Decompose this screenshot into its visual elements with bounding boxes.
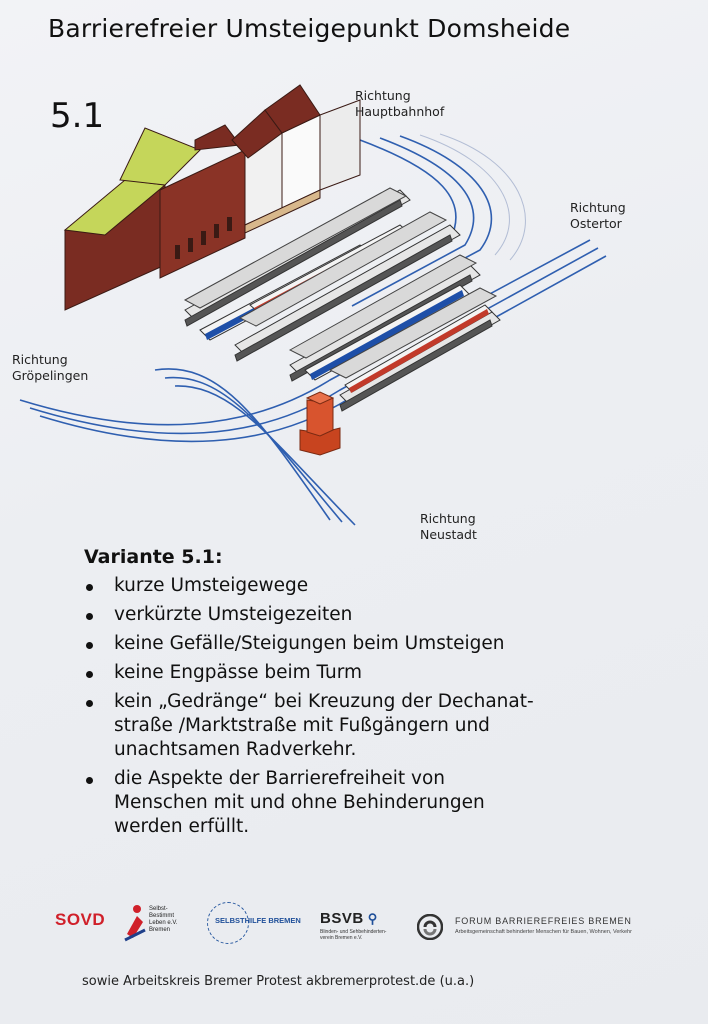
- list-item: [84, 603, 604, 627]
- forum-subtitle: Arbeitsgemeinschaft behinderter Menschen für Bauen, Wohnen, Verkehr: [455, 929, 632, 935]
- tower: [300, 392, 340, 455]
- direction-groepelingen: [12, 352, 88, 384]
- forum-swirl-icon: [417, 914, 443, 940]
- list-item: [84, 632, 604, 656]
- list-item: [84, 661, 604, 685]
- bullet-text-line: kein „Gedränge“ bei Kreuzung der Dechanat-: [114, 691, 534, 712]
- partner-logos: [55, 902, 695, 952]
- stop-diagram: [0, 60, 708, 540]
- direction-label: Richtung: [420, 511, 476, 526]
- forum-name: FORUM BARRIEREFREIES BREMEN: [455, 916, 632, 926]
- bullet-text: verkürzte Umsteigezeiten: [114, 604, 353, 625]
- bullet-dot: [86, 777, 93, 784]
- sbl-text: [149, 906, 177, 934]
- bsvb-sub-line: verein Bremen e.V.: [320, 935, 363, 941]
- bullet-text: keine Engpässe beim Turm: [114, 662, 363, 683]
- bsvb-subtitle: [320, 929, 415, 941]
- list-item: [84, 690, 604, 762]
- bullet-text: keine Gefälle/Steigungen beim Umsteigen: [114, 633, 505, 654]
- bullet-text-line: Menschen mit und ohne Behinderungen: [114, 792, 485, 813]
- sbl-line: Bestimmt: [149, 913, 175, 919]
- bsvb-name-text: BSVB: [320, 910, 364, 927]
- sbl-line: Selbst-: [149, 906, 168, 912]
- bsvb-logo: [320, 910, 415, 941]
- direction-label: Richtung: [355, 88, 411, 103]
- sovd-logo: SOVD: [55, 910, 106, 929]
- bullet-text-line: unachtsamen Radverkehr.: [114, 739, 357, 760]
- bullet-text-line: die Aspekte der Barrierefreiheit von: [114, 768, 446, 789]
- variant-heading: Variante 5.1:: [84, 546, 223, 568]
- bullet-dot: [86, 613, 93, 620]
- bullet-text: kurze Umsteigewege: [114, 575, 309, 596]
- direction-destination: Neustadt: [420, 527, 477, 542]
- list-item: [84, 767, 604, 839]
- sbl-logo: [123, 904, 203, 944]
- bullet-dot: [86, 642, 93, 649]
- benefits-list: [84, 574, 604, 844]
- direction-neustadt: [420, 511, 477, 543]
- bullet-text-line: straße /Marktstraße mit Fußgängern und: [114, 715, 490, 736]
- direction-label: Richtung: [12, 352, 68, 367]
- sbl-figure-icon: [123, 904, 147, 942]
- direction-label: Richtung: [570, 200, 626, 215]
- direction-ostertor: [570, 200, 626, 232]
- lag-selbsthilfe-logo: [205, 902, 315, 946]
- variant-number: 5.1: [50, 96, 105, 136]
- bsvb-name: [320, 910, 415, 927]
- direction-destination: Ostertor: [570, 216, 622, 231]
- footer-note: sowie Arbeitskreis Bremer Protest akbremerprotest.de (u.a.): [82, 974, 475, 989]
- bullet-dot: [86, 700, 93, 707]
- lag-name: SELBSTHILFE BREMEN: [215, 916, 301, 925]
- bullet-dot: [86, 671, 93, 678]
- list-item: [84, 574, 604, 598]
- page-title: Barrierefreier Umsteigepunkt Domsheide: [48, 14, 571, 43]
- bullet-dot: [86, 584, 93, 591]
- bullet-text-line: werden erfüllt.: [114, 816, 250, 837]
- sbl-line: Leben e.V.: [149, 920, 178, 926]
- direction-destination: Gröpelingen: [12, 368, 89, 383]
- sbl-line: Bremen: [149, 927, 171, 933]
- direction-hauptbahnhof: [355, 88, 444, 120]
- bsvb-sub-line: Blinden- und Sehbehinderten-: [320, 929, 387, 935]
- walking-person-icon: ⚲: [363, 911, 378, 926]
- direction-destination: Hauptbahnhof: [355, 104, 445, 119]
